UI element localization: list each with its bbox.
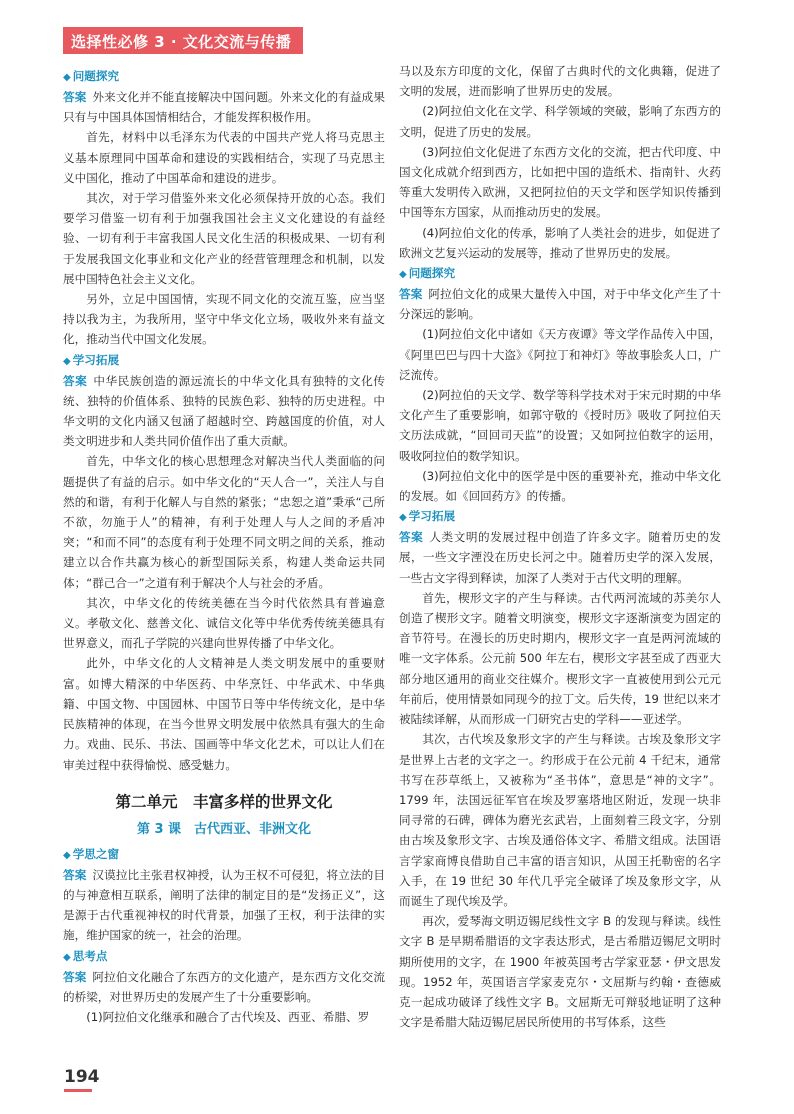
answer-label: 答案: [63, 969, 87, 984]
diamond-icon: ◆: [399, 269, 407, 281]
diamond-icon: ◆: [63, 951, 71, 963]
section-heading: ◆ 思考点: [63, 948, 108, 963]
left-column: [63, 66, 385, 1027]
section-heading: ◆ 学习拓展: [63, 352, 120, 367]
answer-paragraph: 答案 阿拉伯文化融合了东西方的文化遗产，是东西方文化交流的桥梁，对世界历史的发展产生了十分重要影响。: [63, 969, 385, 1004]
chapter-header-bar: [63, 27, 303, 54]
answer-paragraph: 答案 阿拉伯文化的成果大量传入中国，对于中华文化产生了十分深远的影响。: [399, 287, 721, 322]
paragraph: 另外，立足中国国情，实现不同文化的交流互鉴，应当坚持以我为主，为我所用，坚守中华文化立场，吸收外来有益文化，推动当代中国文化发展。: [63, 292, 385, 347]
answer-paragraph: 答案 汉谟拉比主张君权神授，认为王权不可侵犯，将立法的目的与神意相互联系，阐明了法律的制定目的是“发扬正义”，这是源于古代重视神权的时代背景，加强了王权，利于法律的实施，维护国家的统一，社会的治理。: [63, 867, 385, 943]
section-heading: ◆ 学习拓展: [399, 509, 456, 524]
page-number-underline: [64, 1089, 92, 1092]
paragraph: (3)阿拉伯文化中的医学是中医的重要补充，推动中华文化的发展。如《回回药方》的传播。: [399, 468, 721, 504]
chapter-header-title: 选择性必修 3 · 文化交流与传播: [71, 33, 292, 51]
paragraph: 再次，爱琴海文明迈锡尼线性文字 B 的发现与释读。线性文字 B 是早期希腊语的文字表达形式，是古希腊迈锡尼文明时期所使用的文字，在 1900 年被英国考古学家亚瑟・伊文思发现。1952 年，英国语言学家麦克尔・文屈斯与约翰・查德威克一起成功破译了线性文字 B。文屈斯无可辩驳地证明了这种文字是希腊大陆迈锡尼居民所使用的书写体系，这些: [399, 914, 721, 1030]
paragraph: (1)阿拉伯文化中诸如《天方夜谭》等文学作品传入中国，《阿里巴巴与四十大盗》《阿拉丁和神灯》等故事脍炙人口，广泛流传。: [399, 327, 721, 382]
paragraph: 其次，对于学习借鉴外来文化必须保持开放的心态。我们要学习借鉴一切有利于加强我国社会主义文化建设的有益经验、一切有利于丰富我国人民文化生活的积极成果、一切有利于发展我国文化事业和文化产业的经营管理理念和机制，以发展中国特色社会主义文化。: [63, 191, 385, 286]
paragraph: (2)阿拉伯文化在文学、科学领域的突破，影响了东西方的文明，促进了历史的发展。: [399, 104, 721, 139]
answer-label: 答案: [399, 287, 423, 302]
paragraph: 其次，古代埃及象形文字的产生与释读。古埃及象形文字是世界上古老的文字之一。约形成于在公元前 4 千纪末，通常书写在莎草纸上，又被称为“圣书体”，意思是“神的文字”。1799 年，法国远征军官在埃及罗塞塔地区附近，发现一块非同寻常的石碑，碑体为磨光玄武岩，上面刻着三段文字，分别由古埃及象形文字、古埃及通俗体文字、希腊文组成。法国语言学家商博良借助自己丰富的语言知识，从国王托勒密的名字入手，在 19 世纪 30 年代几乎完全破译了埃及象形文字，从而诞生了现代埃及学。: [399, 732, 721, 908]
right-column: [399, 61, 721, 1032]
answer-label: 答案: [63, 867, 87, 882]
answer-paragraph: 答案 外来文化并不能直接解决中国问题。外来文化的有益成果只有与中国具体国情相结合，才能发挥积极作用。: [63, 90, 385, 125]
diamond-icon: ◆: [63, 355, 71, 367]
paragraph: (3)阿拉伯文化促进了东西方文化的交流，把古代印度、中国文化成就介绍到西方，比如把中国的造纸术、指南针、火药等重大发明传入欧洲，又把阿拉伯的天文学和医学知识传播到中国等东方国家，从而推动历史的发展。: [399, 144, 721, 220]
paragraph: 首先，中华文化的核心思想理念对解决当代人类面临的问题提供了有益的启示。如中华文化的“天人合一”，关注人与自然的和谐，有利于化解人与自然的紧张；“忠恕之道”秉承“己所不欲，勿施于人”的精神，有利于处理人与人之间的矛盾冲突；“和而不同”的态度有利于处理不同文明之间的关系，推动建立以合作共赢为核心的新型国际关系，构建人类命运共同体；“群己合一”之道有利于解决个人与社会的矛盾。: [63, 454, 385, 590]
paragraph: (4)阿拉伯文化的传承，影响了人类社会的进步，如促进了欧洲文艺复兴运动的发展等，推动了世界历史的发展。: [399, 225, 721, 260]
page-number: 194: [64, 1067, 100, 1087]
lesson-title: 第 3 课 古代西亚、非洲文化: [136, 821, 312, 837]
diamond-icon: ◆: [63, 849, 71, 861]
paragraph: (2)阿拉伯的天文学、数学等科学技术对于宋元时期的中华文化产生了重要影响，如郭守敬的《授时历》吸收了阿拉伯天文历法成就，“回回司天监”的设置；又如阿拉伯数字的运用，吸收阿拉伯的数学知识。: [399, 388, 721, 463]
paragraph: 其次，中华文化的传统美德在当今时代依然具有普遍意义。孝敬文化、慈善文化、诚信文化等中华优秀传统美德具有世界意义，而孔子学院的兴建向世界传播了中华文化。: [63, 595, 385, 651]
section-heading: ◆ 问题探究: [399, 266, 456, 281]
answer-paragraph: 答案 中华民族创造的源远流长的中华文化具有独特的文化传统、独特的价值体系、独特的民族色彩、独特的历史进程。中华文明的文化内涵又包涵了超越时空、跨越国度的价值，对人类文明进步和人类共同价值作出了重大贡献。: [63, 373, 385, 449]
diamond-icon: ◆: [63, 72, 71, 83]
answer-label: 答案: [63, 90, 87, 104]
paragraph: 首先，材料中以毛泽东为代表的中国共产党人将马克思主义基本原理同中国革命和建设的实践相结合，实现了马克思主义中国化，推动了中国革命和建设的进步。: [63, 130, 385, 185]
section-heading: ◆ 学思之窗: [63, 846, 120, 861]
paragraph: 马以及东方印度的文化，保留了古典时代的文化典籍，促进了文明的发展，进而影响了世界历史的发展。: [399, 64, 721, 99]
paragraph: 首先，楔形文字的产生与释读。古代两河流域的苏美尔人创造了楔形文字。随着文明演变，楔形文字逐渐演变为固定的音节符号。在漫长的历史时期内，楔形文字一直是两河流域的唯一文字体系。公元前 500 年左右，楔形文字甚至成了西亚大部分地区通用的商业交往媒介。楔形文字一直被使用到公元元年前后，使用情景如同现今的拉丁文。后失传，19 世纪以来才被陆续译解，从而形成一门研究古史的学科——亚述学。: [399, 590, 721, 727]
paragraph: 此外，中华文化的人文精神是人类文明发展中的重要财富。如博大精深的中华医药、中华烹饪、中华武术、中华典籍、中国文物、中国园林、中国节日等中华传统文化，是中华民族精神的体现，在当今世界文明发展中依然具有强大的生命力。戏曲、民乐、书法、国画等中华文化艺术，可以让人们在审美过程中获得愉悦、感受魅力。: [63, 656, 385, 772]
answer-label: 答案: [399, 530, 424, 545]
section-heading: ◆ 问题探究: [63, 69, 120, 83]
unit-title: 第二单元 丰富多样的世界文化: [115, 792, 333, 811]
answer-paragraph: 答案 人类文明的发展过程中创造了许多文字。随着历史的发展，一些文字湮没在历史长河之中。随着历史学的深入发展，一些古文字得到释读，加深了人类对于古代文明的理解。: [399, 530, 721, 585]
answer-label: 答案: [63, 373, 88, 388]
paragraph: (1)阿拉伯文化继承和融合了古代埃及、西亚、希腊、罗: [86, 1009, 370, 1024]
diamond-icon: ◆: [399, 512, 407, 524]
